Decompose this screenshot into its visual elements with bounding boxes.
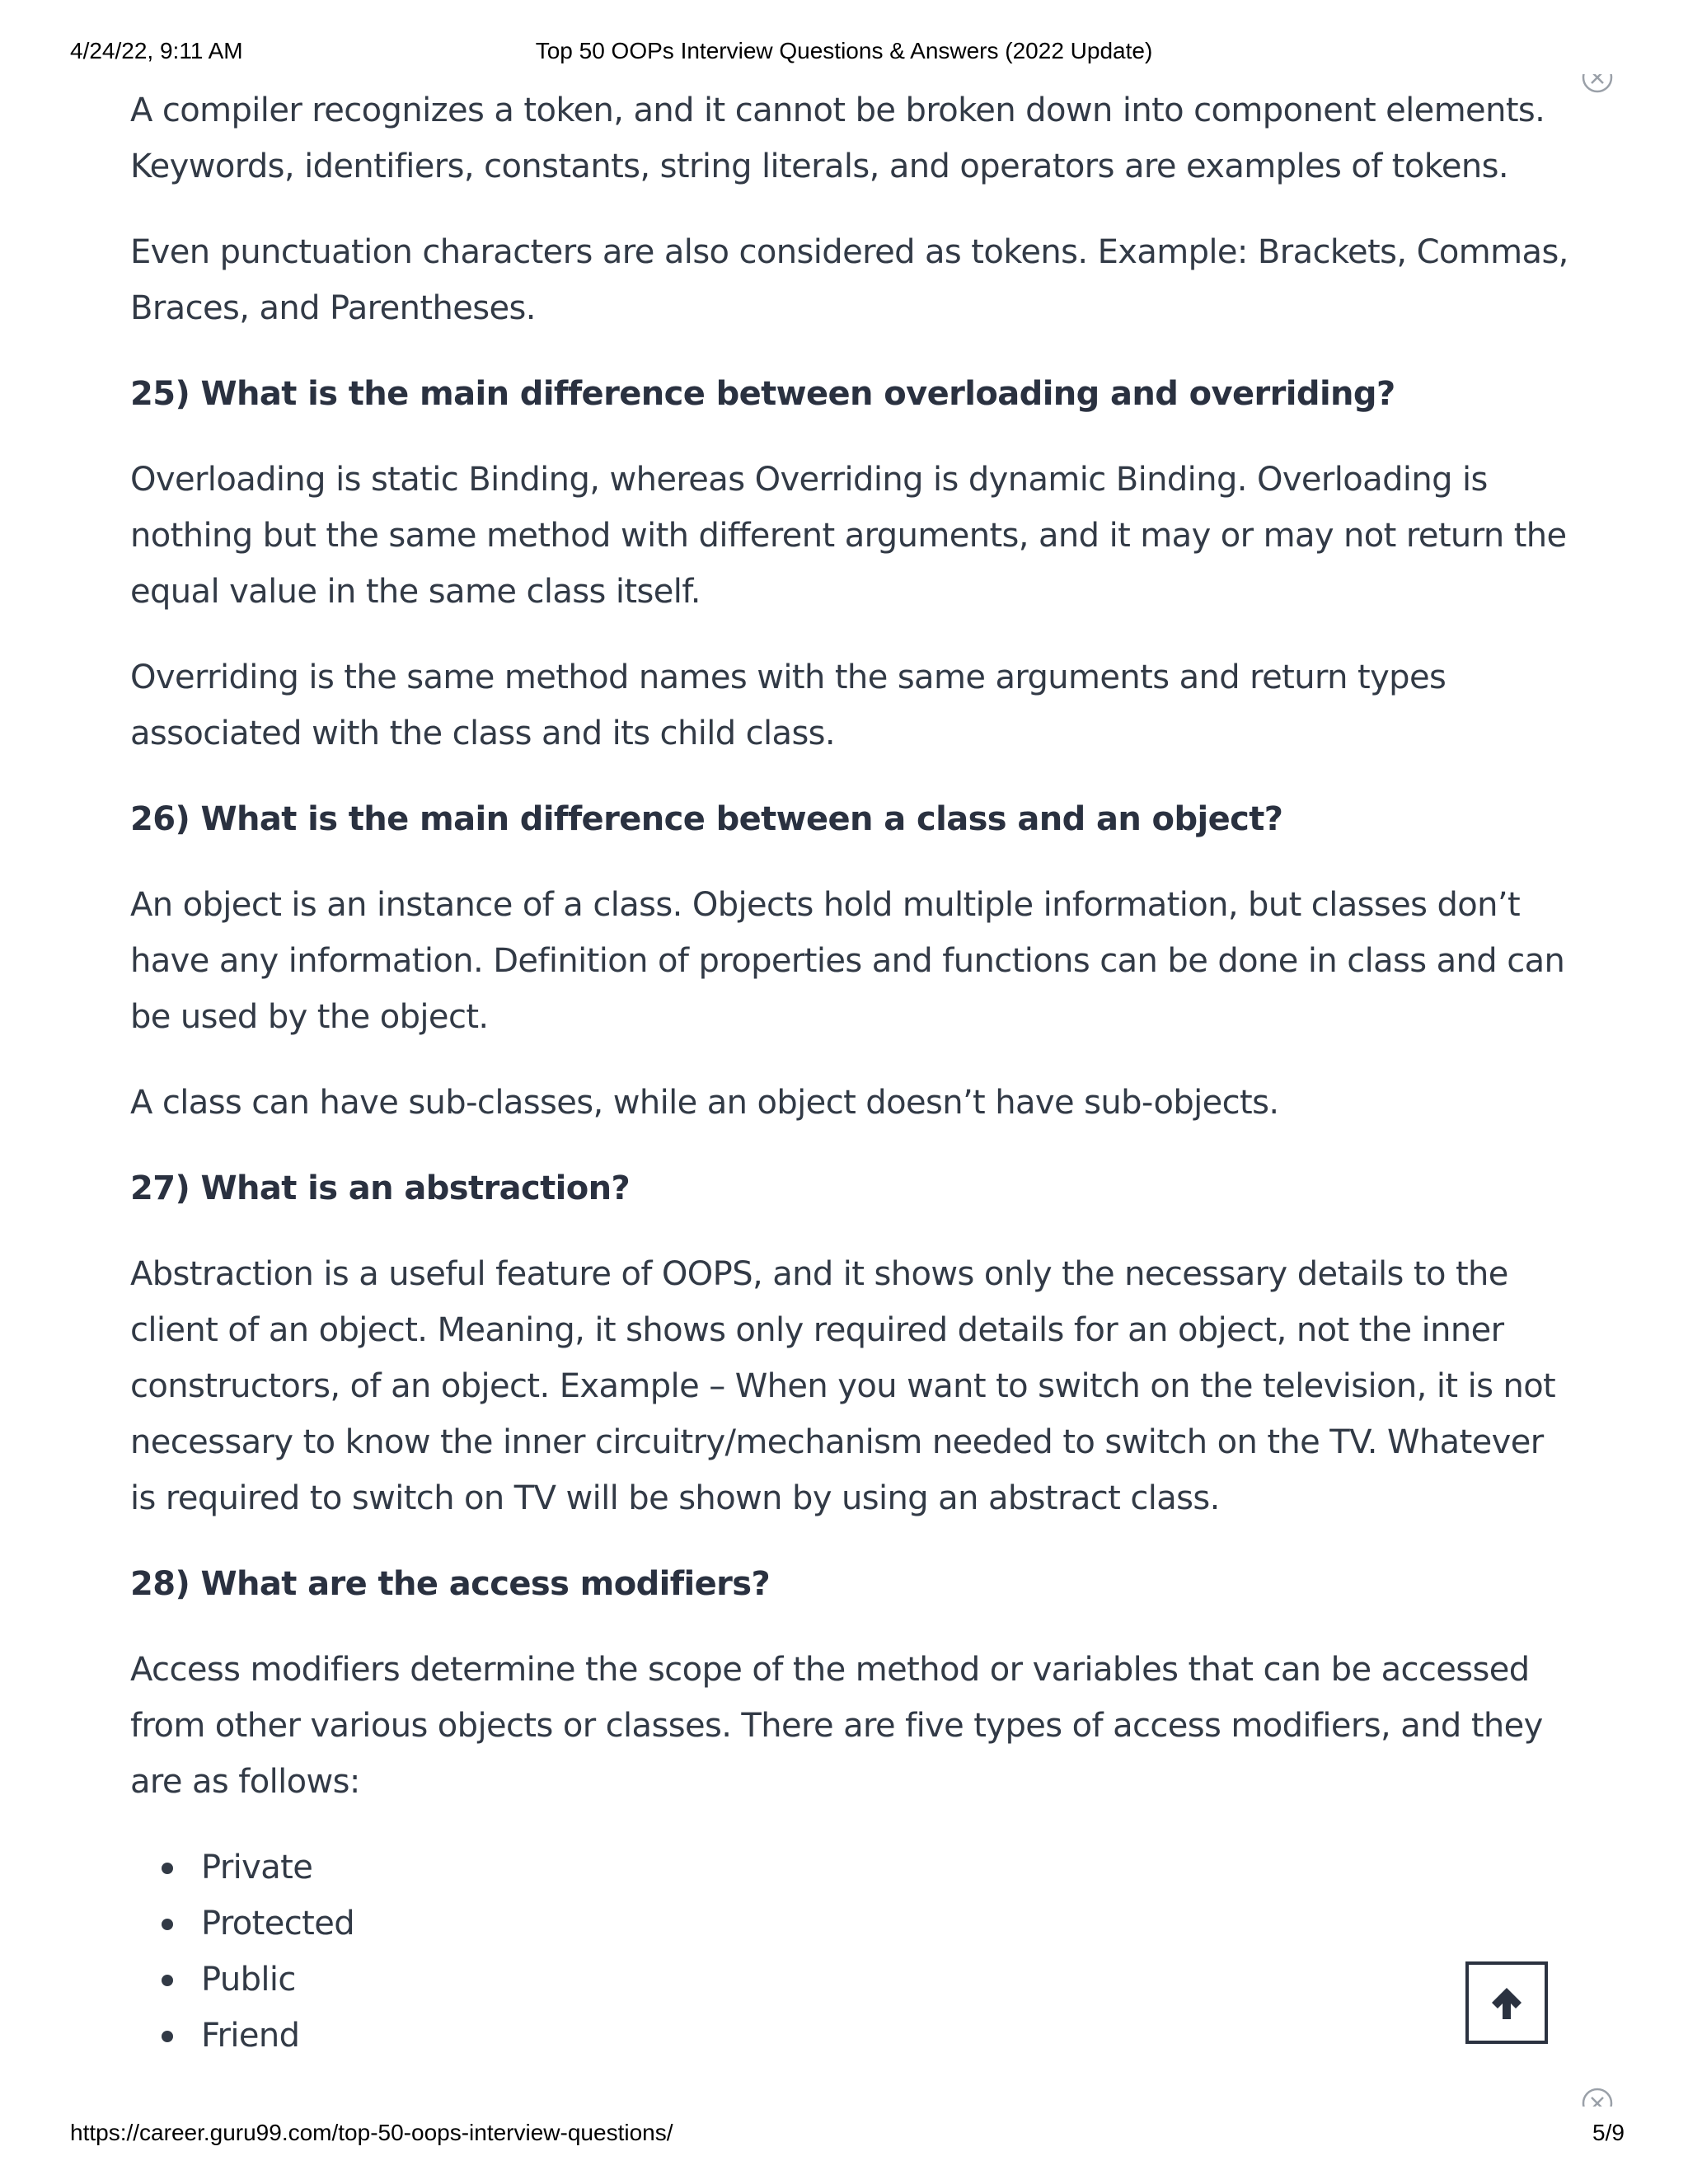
list-item: Protected xyxy=(162,1896,1568,1952)
question-25-heading: 25) What is the main difference between overloading and overriding? xyxy=(130,375,1395,413)
print-page-title: Top 50 OOPs Interview Questions & Answers (2022 Update) xyxy=(535,38,1153,63)
question-26-answer-1: An object is an instance of a class. Objects hold multiple information, but classes don’t have any information. Definition of properties and functions can be done in class and can be used by the object. xyxy=(130,886,1565,1036)
scroll-to-top-button[interactable] xyxy=(1465,1961,1548,2044)
access-modifiers-list xyxy=(130,1840,1568,2064)
question-26-answer-2: A class can have sub-classes, while an object doesn’t have sub-objects. xyxy=(130,1084,1279,1122)
question-25-answer-1: Overloading is static Binding, whereas Overriding is dynamic Binding. Overloading is nothing but the same method with different arguments, and it may or may not return the equal value in the same class itself. xyxy=(130,461,1567,611)
print-datetime: 4/24/22, 9:11 AM xyxy=(70,38,243,63)
list-item: Friend xyxy=(162,2008,1568,2064)
question-27-answer: Abstraction is a useful feature of OOPS, and it shows only the necessary details to the client of an object. Meaning, it shows only required details for an object, not the inner constructors, of an object. Example – When you want to switch on the television, it is not necessary to know the inner circuitry/mechanism needed to switch on the TV. Whatever is required to switch on TV will be shown by using an abstract class. xyxy=(130,1255,1556,1517)
close-icon[interactable] xyxy=(1581,2087,1614,2107)
question-28-heading: 28) What are the access modifiers? xyxy=(130,1565,771,1603)
print-url: https://career.guru99.com/top-50-oops-interview-questions/ xyxy=(70,2120,673,2145)
close-icon[interactable] xyxy=(1581,74,1614,94)
article-body xyxy=(130,82,1568,2064)
question-28-answer: Access modifiers determine the scope of the method or variables that can be accessed from other various objects or classes. There are five types of access modifiers, and they are as follows: xyxy=(130,1651,1543,1801)
paragraph-tokens-punctuation: Even punctuation characters are also considered as tokens. Example: Brackets, Commas, Braces, and Parentheses. xyxy=(130,233,1568,327)
list-item: Private xyxy=(162,1840,1568,1896)
print-page-number: 5/9 xyxy=(1592,2120,1625,2145)
paragraph-tokens-definition: A compiler recognizes a token, and it cannot be broken down into component elements. Keywords, identifiers, constants, string literals, and operators are examples of tokens. xyxy=(130,91,1545,185)
question-25-answer-2: Overriding is the same method names with the same arguments and return types associated with the class and its child class. xyxy=(130,658,1447,752)
arrow-up-icon xyxy=(1487,1983,1526,2022)
question-27-heading: 27) What is an abstraction? xyxy=(130,1169,631,1207)
list-item: Public xyxy=(162,1952,1568,2008)
question-26-heading: 26) What is the main difference between a class and an object? xyxy=(130,800,1283,838)
